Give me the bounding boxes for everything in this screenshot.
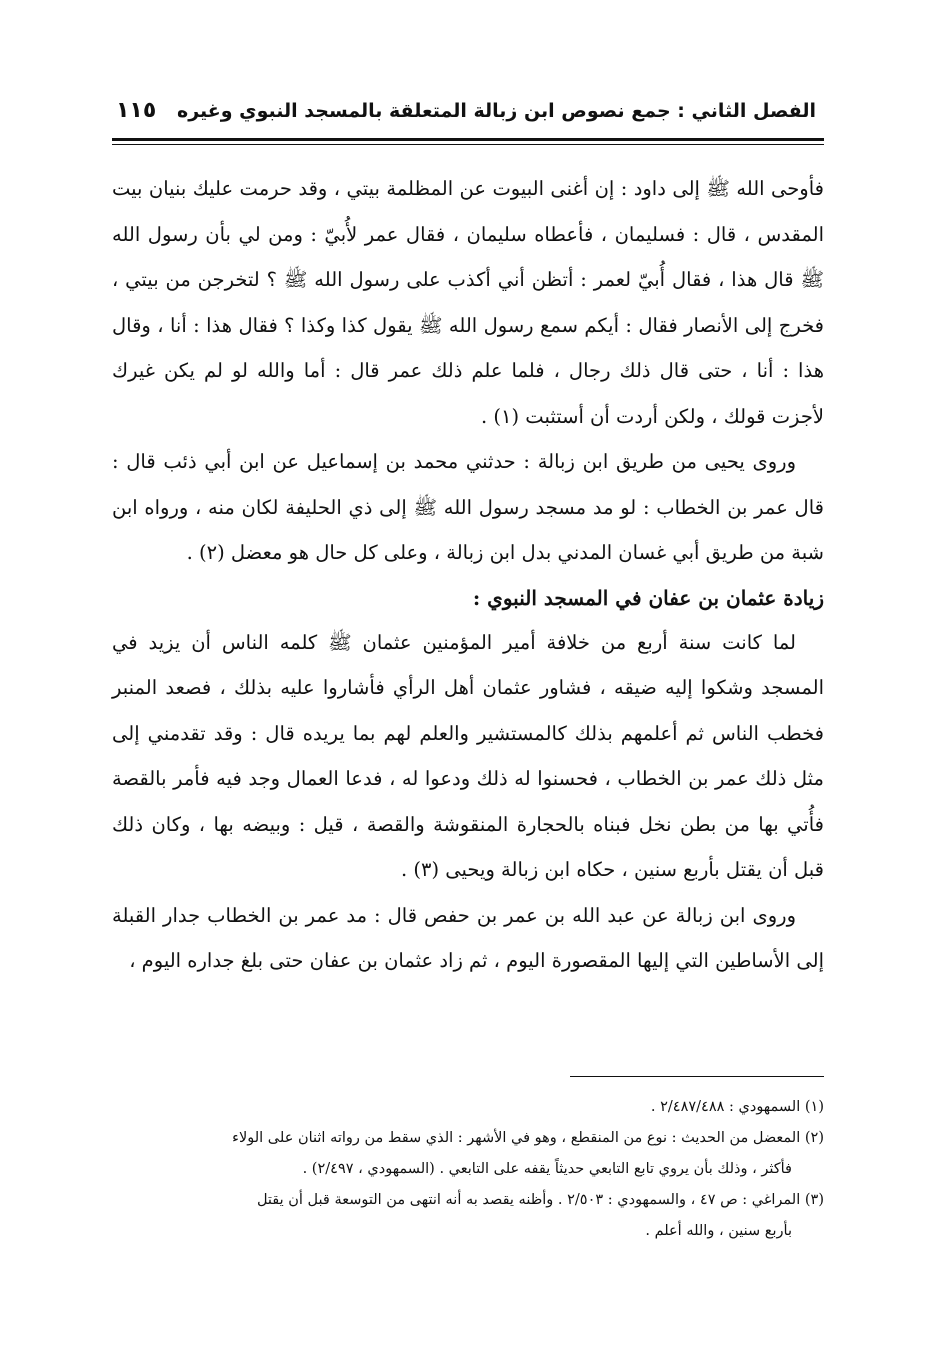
- running-header: [112, 96, 824, 136]
- section-heading: زيادة عثمان بن عفان في المسجد النبوي :: [472, 585, 824, 610]
- paragraph-2: وروى يحيى من طريق ابن زبالة : حدثني محمد بن إسماعيل عن ابن أبي ذئب قال : قال عمر بن الخطاب : لو مد مسجد رسول الله ﷺ إلى ذي الحليفة لكان منه ، ورواه ابن شبة من طريق أبي غسان المدني بدل ابن زبالة ، وعلى كل حال هو معضل (٢) .: [112, 450, 824, 564]
- footnote-2-line-1: (٢) المعضل من الحديث : نوع من المنقطع ، وهو في الأشهر : الذي سقط من رواته اثنان على الولاء: [232, 1130, 824, 1146]
- chapter-title: الفصل الثاني : جمع نصوص ابن زبالة المتعلقة بالمسجد النبوي وغيره: [176, 100, 816, 122]
- footnote-3: [112, 1185, 824, 1247]
- paragraph-1: فأوحى الله ﷺ إلى داود : إن أغنى البيوت عن المظلمة بيتي ، وقد حرمت عليك بنيان بيت المقدس ، قال : فسليمان ، فأعطاه سليمان ، فقال عمر لأُبيّ : ومن لي بأن رسول الله ﷺ قال هذا ، فقال أُبيّ لعمر : أتظن أني أكذب على رسول الله ﷺ ؟ لتخرجن من بيتي ، فخرج إلى الأنصار فقال : أيكم سمع رسول الله ﷺ يقول كذا وكذا ؟ فقال هذا : أنا ، وقال هذا : أنا ، حتى قال ذلك رجال ، فلما علم ذلك عمر قال : أما والله لو لم يكن غيرك لأجزت قولك ، ولكن أردت أن أستثبت (١) .: [112, 177, 824, 428]
- footnote-2: [112, 1123, 824, 1185]
- footnote-3-line-2: بأربع سنين ، والله أعلم .: [645, 1223, 792, 1239]
- main-text: [112, 166, 824, 984]
- paragraph-4: وروى ابن زبالة عن عبد الله بن عمر بن حفص قال : مد عمر بن الخطاب جدار القبلة إلى الأساطين التي إليها المقصورة اليوم ، ثم زاد عثمان بن عفان حتى بلغ جداره اليوم ،: [112, 903, 824, 972]
- footnote-3-line-1: (٣) المراغي : ص ٤٧ ، والسمهودي : ٢/٥٠٣ . وأظنه يقصد به أنه انتهى من التوسعة قبل أن يقتل: [256, 1192, 824, 1208]
- book-page: [112, 96, 824, 1296]
- footnotes: [112, 1092, 824, 1247]
- paragraph-3: لما كانت سنة أربع من خلافة أمير المؤمنين عثمان ﷺ كلمه الناس أن يزيد في المسجد وشكوا إليه ضيقه ، فشاور عثمان أهل الرأي فأشاروا عليه بذلك ، فصعد المنبر فخطب الناس ثم أعلمهم بذلك كالمستشير والعلم لهم بما يريده قال : وقد تقدمني إلى مثل ذلك عمر بن الخطاب ، فحسنوا له ذلك ودعوا له ، فدعا العمال وجد فيه فأمر بالقصة فأُتي بها من بطن نخل فبناه بالحجارة المنقوشة والقصة ، قيل : وبيضه بها ، وكان ذلك قبل أن يقتل بأربع سنين ، حكاه ابن زبالة ويحيى (٣) .: [112, 630, 824, 881]
- footnote-2-line-2: فأكثر ، وذلك بأن يروي تابع التابعي حديثاً يقفه على التابعي . (السمهودي ، ٢/٤٩٧) .: [302, 1161, 792, 1177]
- page-number: ١١٥: [116, 98, 157, 123]
- header-rule-thin: [112, 144, 824, 145]
- footnote-1: (١) السمهودي : ٢/٤٨٧/٤٨٨ .: [650, 1099, 824, 1115]
- footnote-separator: [570, 1076, 824, 1077]
- header-rule-thick: [112, 138, 824, 141]
